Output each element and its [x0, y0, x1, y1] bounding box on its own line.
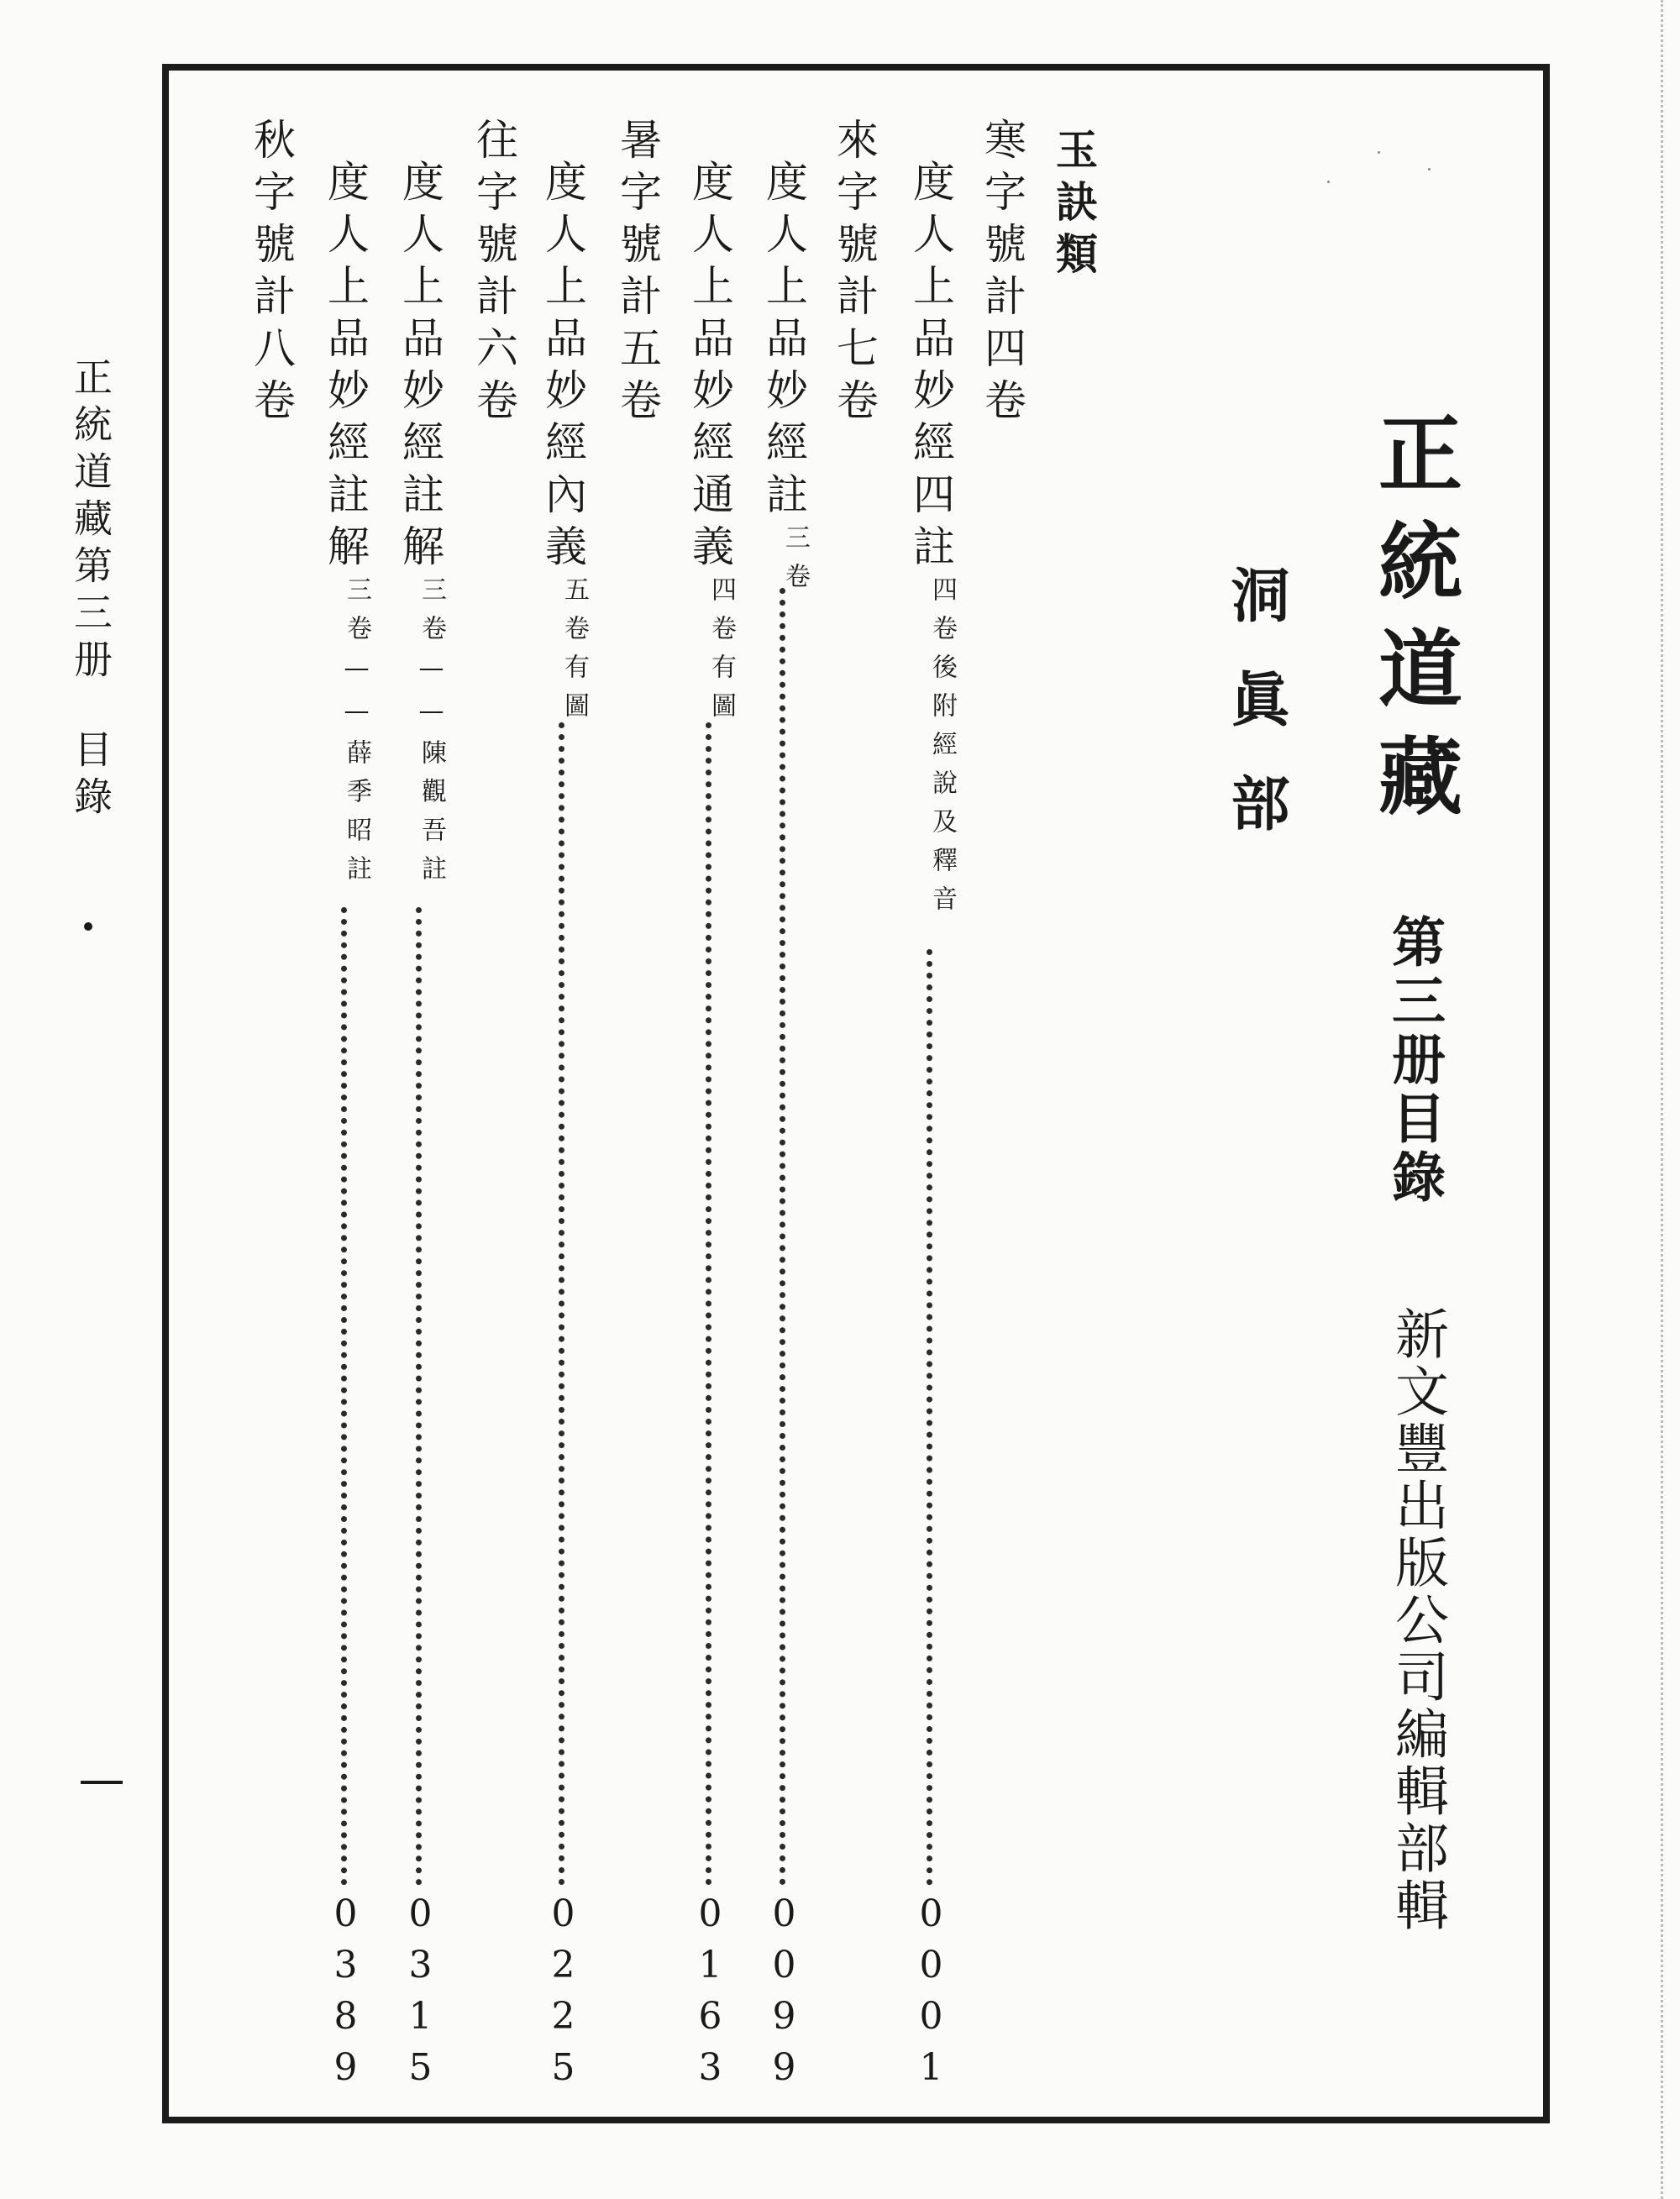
category-heading: 玉訣類	[1049, 128, 1099, 284]
contents-label-text: 目錄	[68, 729, 113, 823]
entry-title-text: 度人上品妙經註解	[321, 160, 370, 576]
leader-dots	[927, 949, 932, 1886]
group-label-lai: 來字號計七卷	[830, 118, 879, 430]
entry-page-number: 0001	[910, 1892, 953, 2097]
entry-note: 三卷——陳觀吾註	[417, 576, 446, 894]
group-label-shu: 暑字號計五卷	[613, 118, 662, 430]
margin-mark	[84, 922, 92, 931]
entry-note: 三卷	[780, 524, 810, 601]
entry-note: 五卷有圖	[559, 576, 589, 731]
leader-dots	[780, 588, 785, 1886]
entry-title	[759, 160, 810, 601]
group-label-han: 寒字號計四卷	[978, 118, 1026, 430]
entry-page-number: 0163	[689, 1892, 732, 2097]
group-label-wang: 往字號計六卷	[470, 118, 518, 430]
leader-dots	[559, 722, 564, 1886]
running-title-text: 正統道藏第三册	[68, 357, 113, 686]
entry-page-number: 0315	[399, 1892, 442, 2097]
margin-running-title	[68, 357, 113, 686]
entry-title	[685, 160, 736, 731]
folio-number	[81, 1781, 123, 1784]
entry-title-text: 度人上品妙經通義	[685, 160, 734, 576]
entry-title-text: 度人上品妙經四註	[906, 160, 955, 576]
entry-page-number: 0099	[763, 1892, 806, 2097]
entry-page-number: 0389	[324, 1892, 367, 2097]
leader-dots	[706, 722, 711, 1886]
entry-title	[321, 160, 371, 894]
entry-title	[538, 160, 589, 731]
entry-title-text: 度人上品妙經註	[759, 160, 808, 524]
group-label-qiu: 秋字號計八卷	[247, 118, 296, 430]
volume-label: 第三册目錄	[1383, 914, 1446, 1208]
entry-title-text: 度人上品妙經內義	[538, 160, 587, 576]
entry-page-number: 0225	[542, 1892, 585, 2097]
main-title: 正統道藏	[1364, 410, 1463, 840]
entry-note: 四卷有圖	[706, 576, 736, 731]
entry-title-text: 度人上品妙經註解	[396, 160, 444, 576]
entry-title	[396, 160, 446, 894]
entry-note: 三卷——薛季昭註	[342, 576, 371, 894]
leader-dots	[416, 907, 422, 1886]
entry-note: 四卷後附經說及釋音	[927, 576, 957, 924]
publisher-credit: 新文豐出版公司編輯部輯	[1386, 1306, 1448, 1934]
margin-contents-label	[68, 729, 113, 823]
leader-dots	[341, 907, 347, 1886]
section-title: 洞眞部	[1221, 564, 1291, 877]
entry-title	[906, 160, 957, 924]
scan-edge	[1661, 0, 1668, 2199]
